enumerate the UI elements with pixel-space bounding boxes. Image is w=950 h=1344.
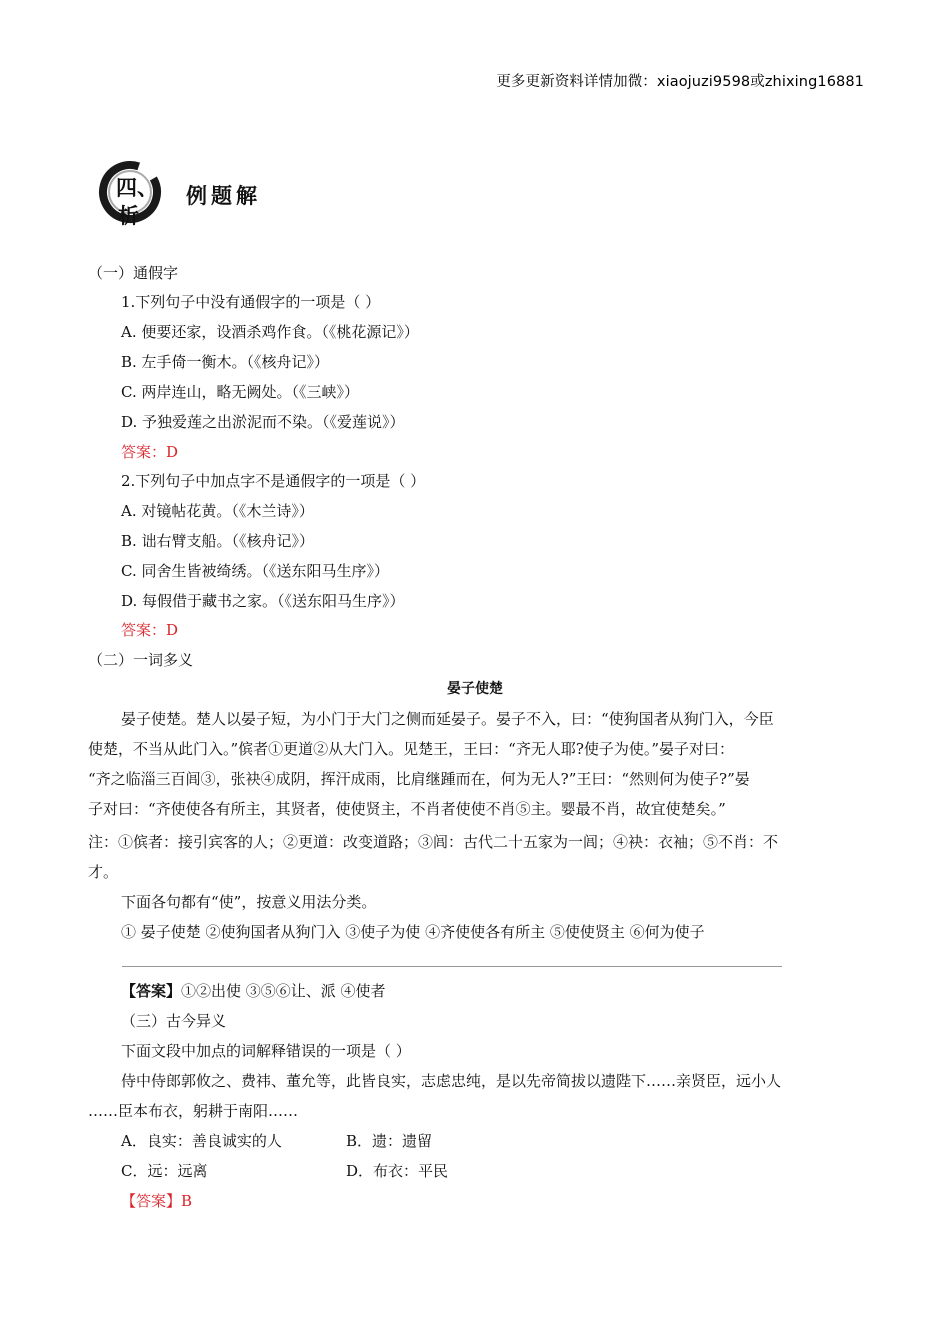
part1-heading: （一）通假字 bbox=[88, 264, 179, 282]
q1-option-d: D. 予独爱莲之出淤泥而不染。（《爱莲说》） bbox=[121, 413, 405, 431]
section-number: 四、 bbox=[116, 176, 158, 200]
answer-label: 【答案】 bbox=[121, 982, 182, 1000]
section-title: 例题解 bbox=[186, 184, 261, 208]
passage-line-3: “齐之临淄三百闾③，张袂④成阴，挥汗成雨，比肩继踵而在，何为无人?”王曰：“然则何为使子?”晏 bbox=[88, 770, 750, 788]
part2-answer bbox=[121, 981, 386, 1001]
q1-answer: 答案：D bbox=[121, 443, 179, 461]
section-title-tail: 析 bbox=[118, 204, 139, 228]
section-badge bbox=[96, 158, 164, 226]
passage-line-2: 使楚，不当从此门入。”傧者①更道②从大门入。见楚王，王曰：“齐无人耶?使子为使。”晏子对曰： bbox=[88, 740, 735, 758]
part3-option-d: D．布衣：平民 bbox=[346, 1162, 449, 1180]
q2-stem: 2.下列句子中加点字不是通假字的一项是（ ） bbox=[121, 472, 426, 490]
q1-option-b: B. 左手倚一衡木。（《核舟记》） bbox=[121, 353, 330, 371]
header-contact: 更多更新资料详情加微：xiaojuzi9598或zhixing16881 bbox=[496, 74, 864, 90]
q2-option-a: A. 对镜帖花黄。（《木兰诗》） bbox=[121, 502, 314, 520]
passage-line-1: 晏子使楚。楚人以晏子短，为小门于大门之侧而延晏子。晏子不入，曰：“使狗国者从狗门入，今臣 bbox=[121, 710, 774, 728]
q1-option-c: C. 两岸连山，略无阙处。（《三峡》） bbox=[121, 383, 359, 401]
part3-passage-line-2: ……臣本布衣，躬耕于南阳…… bbox=[88, 1102, 299, 1120]
answer-text: ①②出使 ③⑤⑥让、派 ④使者 bbox=[181, 982, 386, 1000]
q2-option-d: D. 每假借于藏书之家。（《送东阳马生序》） bbox=[121, 592, 405, 610]
part3-answer: 【答案】B bbox=[121, 1192, 193, 1210]
part3-passage-line-1: 侍中侍郎郭攸之、费祎、董允等，此皆良实，志虑忠纯，是以先帝简拔以遗陛下……亲贤臣，远小人 bbox=[121, 1072, 782, 1090]
q1-stem: 1.下列句子中没有通假字的一项是（ ） bbox=[121, 293, 381, 311]
passage-title: 晏子使楚 bbox=[447, 681, 503, 697]
q1-option-a: A. 便要还家，设酒杀鸡作食。（《桃花源记》） bbox=[121, 323, 419, 341]
q2-option-c: C. 同舍生皆被绮绣。（《送东阳马生序》） bbox=[121, 562, 389, 580]
answer-blank-line bbox=[122, 966, 782, 967]
passage-line-4: 子对曰：“齐使使各有所主，其贤者，使使贤主，不肖者使使不肖⑤主。婴最不肖，故宜使楚矣。” bbox=[88, 800, 726, 818]
classify-items: ① 晏子使楚 ②使狗国者从狗门入 ③使子为使 ④齐使使各有所主 ⑤使使贤主 ⑥何为使子 bbox=[121, 923, 705, 941]
classify-task: 下面各句都有“使”，按意义用法分类。 bbox=[121, 893, 377, 911]
part3-option-b: B．遗：遗留 bbox=[346, 1132, 433, 1150]
note-line-1: 注：①傧者：接引宾客的人；②更道：改变道路；③闾：古代二十五家为一闾；④袂：衣袖；⑤不肖：不 bbox=[88, 833, 779, 851]
note-line-2: 才。 bbox=[88, 863, 119, 881]
part2-heading: （二）一词多义 bbox=[88, 651, 194, 669]
part3-heading: （三）古今异义 bbox=[121, 1012, 227, 1030]
part3-option-c: C．远：远离 bbox=[121, 1162, 208, 1180]
part3-stem: 下面文段中加点的词解释错误的一项是（ ） bbox=[121, 1042, 411, 1060]
q2-option-b: B. 诎右臂支船。（《核舟记》） bbox=[121, 532, 315, 550]
q2-answer: 答案：D bbox=[121, 621, 179, 639]
part3-option-a: A．良实：善良诚实的人 bbox=[121, 1132, 282, 1150]
